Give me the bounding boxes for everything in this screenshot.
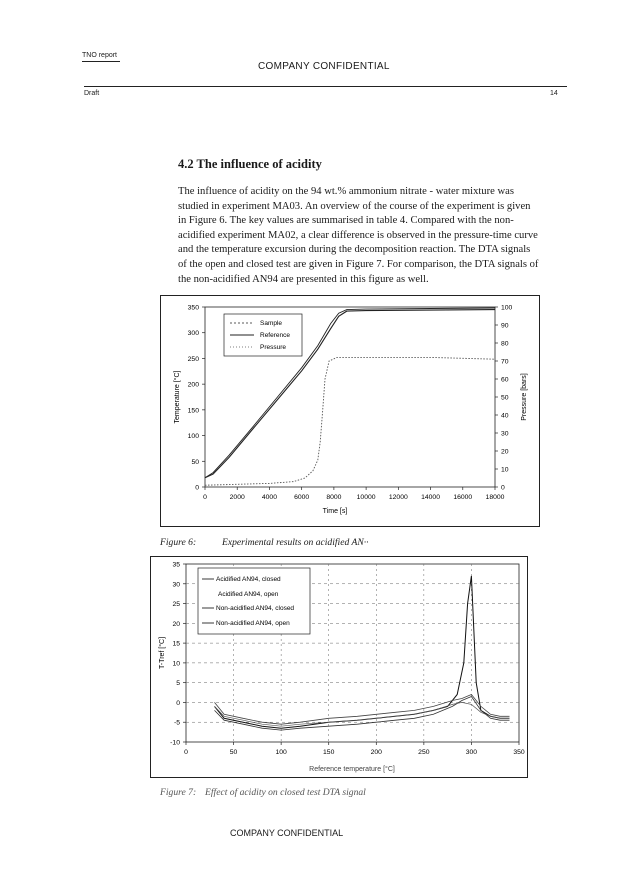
figure-7-chart (150, 556, 528, 778)
footer-confidential: COMPANY CONFIDENTIAL (230, 828, 344, 838)
f7-xtick-label: 100 (275, 749, 287, 756)
figure-6-ylabel-left: Temperature [°C] (174, 370, 181, 424)
f6-ytick-label: 300 (187, 330, 199, 338)
f6-ytick-label: 0 (195, 484, 199, 492)
figure-6-xlabel: Time [s] (322, 508, 348, 515)
f6-xtick-label: 0 (203, 494, 207, 501)
header-rule (84, 86, 567, 87)
legend-acid-open: Acidified AN94, open (218, 591, 279, 598)
header-confidential: COMPANY CONFIDENTIAL (258, 61, 390, 72)
f6-xtick-label: 12000 (388, 494, 408, 501)
f6-y2tick-label: 70 (501, 358, 509, 366)
figure-6-frame (161, 296, 540, 527)
legend-pressure: Pressure (260, 344, 287, 351)
f6-xtick-label: 10000 (356, 494, 376, 501)
f7-xtick-label: 250 (418, 749, 430, 756)
f6-ytick-label: 150 (187, 407, 199, 415)
f7-xtick-label: 200 (370, 749, 382, 756)
f7-ytick-label: -10 (170, 739, 180, 747)
f6-ytick-label: 250 (187, 355, 199, 363)
f6-xtick-label: 16000 (453, 494, 473, 501)
f6-y2tick-label: 50 (501, 394, 509, 402)
f6-xtick-label: 18000 (485, 494, 505, 501)
f6-y2tick-label: 40 (501, 412, 509, 420)
f7-xtick-label: 300 (465, 749, 478, 756)
f6-xtick-label: 2000 (229, 494, 245, 501)
report-label: TNO report (82, 52, 118, 59)
legend-acid-closed: Acidified AN94, closed (216, 576, 281, 583)
f6-series-pressure (205, 357, 495, 485)
f6-y2tick-label: 20 (501, 448, 509, 456)
f7-ytick-label: -5 (173, 719, 180, 727)
f7-ytick-label: 30 (172, 581, 180, 589)
report-underline (82, 61, 120, 62)
figure-7-label: Figure 7: (160, 787, 197, 798)
f6-y2tick-label: 10 (501, 466, 509, 474)
f6-xtick-label: 4000 (261, 494, 278, 501)
f6-ytick-label: 100 (187, 433, 199, 441)
section-title: 4.2 The influence of acidity (178, 157, 322, 171)
f7-ytick-label: 25 (172, 601, 180, 609)
figure-6-caption: Experimental results on acidified AN·· (222, 537, 369, 548)
f6-y2tick-label: 60 (501, 376, 509, 384)
f7-ytick-label: 0 (176, 699, 180, 707)
f7-xtick-label: 0 (184, 749, 188, 756)
legend-nonacid-closed: Non-acidified AN94, closed (216, 605, 295, 612)
f6-xtick-label: 8000 (326, 494, 342, 501)
f6-ytick-label: 350 (187, 304, 199, 312)
f7-series-4 (215, 702, 510, 726)
f7-ytick-label: 5 (176, 680, 180, 688)
f6-y2tick-label: 30 (501, 430, 509, 438)
legend-nonacid-open: Non-acidified AN94, open (216, 620, 290, 627)
f6-ytick-label: 200 (187, 381, 199, 389)
section-paragraph: The influence of acidity on the 94 wt.% ammonium nitrate - water mixture was studied in experiment MA03. An overview of the course of the experiment is given in Figure 6. The key values are summarised in table 4. Compared with the non-acidified experiment MA02, a clear difference is observed in the pressure-time curve and the temperature excursion during the decomposition reaction. The DTA signals of the open and closed test are given in Figure 7. For comparison, the DTA signals of the non-acidified AN94 are presented in this figure as well. (178, 186, 539, 285)
figure-7-xlabel: Reference temperature [°C] (309, 766, 395, 773)
f6-ytick-label: 50 (191, 458, 199, 466)
legend-sample: Sample (260, 320, 283, 327)
figure-6-ylabel-right: Pressure [bars] (521, 373, 528, 421)
f6-xtick-label: 14000 (421, 494, 441, 501)
f7-ytick-label: 10 (172, 660, 180, 668)
f7-xtick-label: 150 (323, 749, 335, 756)
f6-y2tick-label: 80 (501, 340, 509, 348)
figure-6-label: Figure 6: (160, 537, 197, 548)
page-number: 14 (550, 90, 558, 97)
figure-7-ylabel: T-Tref [°C] (159, 636, 166, 670)
f7-xtick-label: 50 (229, 749, 238, 756)
figure-7-caption: Effect of acidity on closed test DTA signal (205, 787, 366, 798)
draft-label: Draft (84, 90, 100, 97)
f6-y2tick-label: 90 (501, 322, 509, 330)
figure-6-chart (160, 295, 540, 527)
f7-ytick-label: 35 (172, 561, 180, 569)
legend-reference: Reference (260, 332, 290, 339)
f7-xtick-label: 350 (513, 749, 525, 756)
f7-ytick-label: 20 (172, 620, 180, 628)
f6-y2tick-label: 100 (501, 304, 513, 312)
f6-xtick-label: 6000 (294, 494, 310, 501)
f7-ytick-label: 15 (172, 640, 180, 648)
f6-y2tick-label: 0 (501, 484, 505, 492)
